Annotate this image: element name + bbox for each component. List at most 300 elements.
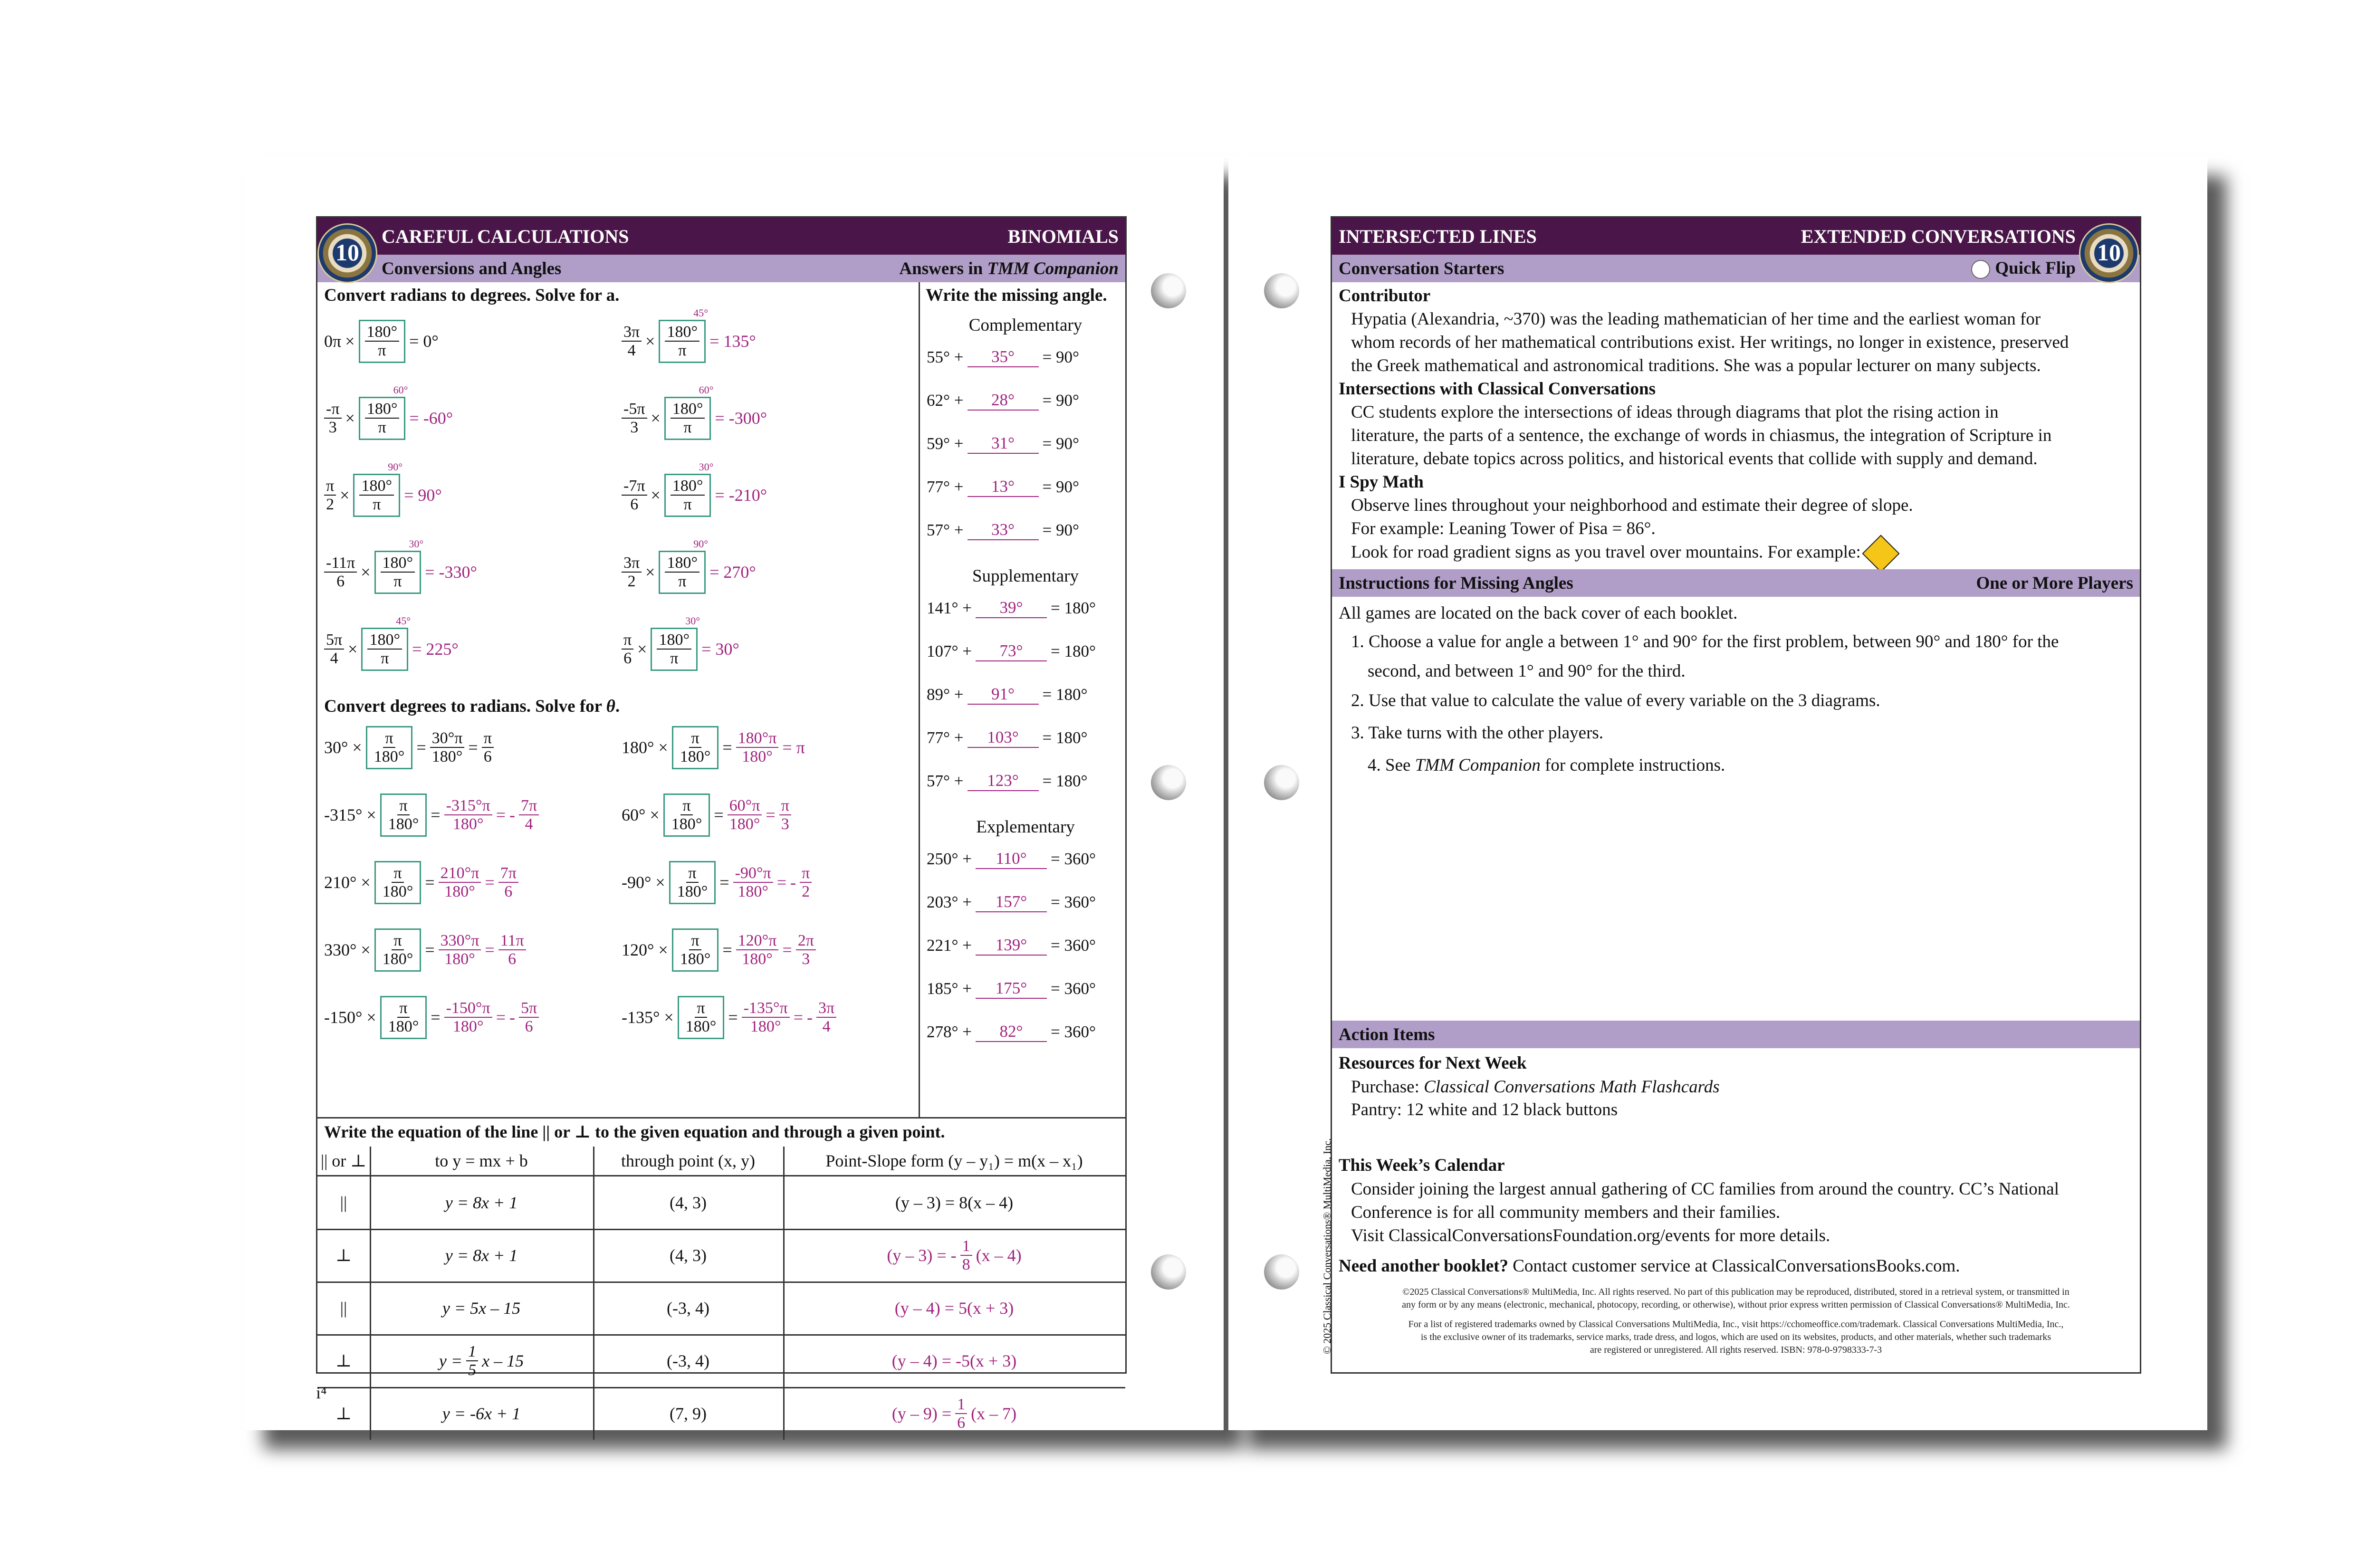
section-title: Contributor — [1339, 286, 1431, 306]
equals-sign: = — [468, 738, 478, 757]
slope-fraction-denominator: 6 — [957, 1414, 966, 1432]
equals-sign: = — [722, 940, 732, 960]
table-heading: Write the equation of the line || or ⊥ to the given equation and through a given point. — [324, 1122, 945, 1141]
left-subheader-title: Conversions and Angles — [382, 258, 562, 278]
product-fraction-numerator: -150°π — [444, 999, 492, 1018]
slope-fraction-numerator: 1 — [466, 1343, 478, 1361]
point-slope-suffix: (x – 7) — [971, 1404, 1017, 1423]
conversion-factor-denominator: 180° — [677, 883, 708, 901]
conversion-factor-numerator: 180° — [365, 400, 400, 419]
table-column-rule — [370, 1387, 371, 1440]
table-column-header: Point-Slope form (y – y₁) = m(x – x₁) — [825, 1151, 1083, 1170]
angle-total: = 360° — [1051, 850, 1096, 868]
road-gradient-sign-icon — [1862, 535, 1899, 572]
pantry-line: Pantry: 12 white and 12 black buttons — [1351, 1100, 1618, 1119]
simplified-fraction — [519, 999, 539, 1036]
angle-problem — [927, 936, 1096, 956]
point-cell: (4, 3) — [670, 1246, 707, 1265]
rad-problem — [622, 461, 767, 517]
conversion-factor — [381, 932, 415, 968]
conversion-factor-box — [359, 384, 408, 440]
simplified-fraction-denominator: 6 — [525, 1018, 533, 1036]
deg-problem — [324, 861, 518, 904]
rad-answer: = 30° — [701, 640, 739, 659]
product-fraction — [728, 797, 762, 833]
angle-problem — [927, 391, 1079, 411]
table-top-rule — [317, 1117, 1125, 1119]
simplified-fraction-denominator: 3 — [802, 950, 810, 968]
conversation-starters-title: Conversation Starters — [1339, 258, 1504, 278]
table-column-rule — [370, 1282, 371, 1334]
conversion-factor-numerator: π — [689, 932, 701, 950]
angle-problem — [927, 598, 1096, 618]
section-line: Observe lines throughout your neighborhood and estimate their degree of slope. — [1351, 496, 1913, 515]
conversion-factor-numerator: π — [689, 729, 701, 748]
table-column-rule — [370, 1335, 371, 1387]
simplified-fraction-numerator: π — [800, 864, 812, 883]
left-subheader-bar — [317, 255, 1125, 282]
conversion-factor — [372, 729, 407, 766]
missing-angles-players: One or More Players — [1976, 573, 2133, 593]
given-angle: 278° + — [927, 1023, 972, 1041]
equation-cell — [370, 1335, 593, 1387]
rad-problem — [622, 538, 756, 594]
equals-sign: = — [714, 805, 724, 825]
conversion-factor-numerator: 180° — [381, 554, 415, 573]
angle-group-title: Supplementary — [972, 566, 1079, 586]
rad-fraction-numerator: -11π — [324, 554, 357, 573]
given-angle: 221° + — [927, 936, 972, 955]
equals-sign: = — [496, 1008, 506, 1027]
relation-cell: || — [340, 1299, 347, 1318]
conversion-factor-box — [651, 615, 700, 671]
conversion-factor-denominator: π — [378, 419, 386, 437]
deg-value: 330° × — [324, 940, 371, 960]
action-items-bar — [1332, 1021, 2140, 1048]
angle-problem — [927, 641, 1096, 661]
rad-fraction-denominator: 4 — [330, 650, 338, 668]
rad-answer: = 90° — [404, 486, 442, 505]
times-sign: × — [340, 486, 350, 505]
product-fraction — [430, 729, 465, 766]
angle-problem — [927, 979, 1096, 999]
conversion-factor — [386, 797, 421, 833]
rad-fraction — [622, 554, 642, 591]
angle-problem — [927, 434, 1079, 454]
binder-hole — [1151, 765, 1186, 800]
instruction-step: 1. Choose a value for angle a between 1° and 90° for the first problem, between 90° and 180° for the — [1351, 632, 2059, 651]
conversion-factor-box — [361, 615, 411, 671]
conversion-factor-denominator: π — [678, 342, 687, 360]
conversion-factor-box — [380, 794, 427, 837]
conversion-factor — [367, 631, 402, 668]
conversion-factor-box — [659, 307, 709, 363]
point-cell: (7, 9) — [670, 1404, 707, 1423]
fine-print-line: are registered or unregistered. All rights reserved. ISBN: 978-0-9798333-7-3 — [1590, 1345, 1882, 1355]
conversion-factor-numerator: 180° — [671, 477, 705, 496]
product-fraction-denominator: 180° — [742, 950, 773, 968]
table-column-rule — [783, 1282, 785, 1334]
conversion-factor-box — [678, 996, 725, 1039]
deg-problem — [324, 794, 539, 837]
conversion-factor-denominator: π — [381, 650, 389, 668]
equals-sign: = — [496, 805, 506, 825]
calendar-line: Visit ClassicalConversationsFoundation.org/events for more details. — [1351, 1226, 1830, 1245]
point-slope-cell — [783, 1387, 1125, 1440]
product-fraction-numerator: 30°π — [430, 729, 465, 748]
angle-total: = 90° — [1042, 391, 1079, 410]
times-sign: × — [651, 409, 661, 428]
binder-hole — [1264, 273, 1299, 308]
table-column-rule — [370, 1147, 371, 1175]
conversion-factor — [359, 477, 394, 514]
slope-fraction — [955, 1396, 967, 1432]
times-sign: × — [645, 563, 655, 582]
given-angle: 62° + — [927, 391, 964, 410]
binder-hole — [1151, 1254, 1186, 1290]
equals-sign: = — [425, 940, 435, 960]
conversion-factor-numerator: 180° — [665, 554, 699, 573]
section-line: the Greek mathematical and astronomical traditions. She was a popular lecturer on many subjects. — [1351, 356, 2041, 375]
slope-fraction-numerator: 1 — [960, 1237, 972, 1256]
left-header-bar — [317, 218, 1125, 255]
simplified-fraction-numerator: π — [482, 729, 494, 748]
table-header-row — [317, 1147, 1125, 1175]
rad-fraction-numerator: 3π — [622, 554, 642, 573]
conversion-factor-box — [672, 726, 719, 769]
missing-angles-title: Instructions for Missing Angles — [1339, 573, 1573, 593]
table-row — [317, 1335, 1125, 1387]
conversion-factor-numerator: 180° — [359, 477, 394, 496]
conversion-factor — [678, 729, 713, 766]
equals-sign: = — [431, 805, 441, 825]
angle-total: = 90° — [1042, 521, 1079, 539]
times-sign: × — [645, 332, 655, 351]
simplified-fraction-denominator: 3 — [781, 815, 789, 833]
rad-fraction-denominator: 2 — [326, 496, 335, 514]
left-header-title: CAREFUL CALCULATIONS — [382, 225, 629, 247]
table-column-rule — [593, 1229, 594, 1281]
conversion-factor — [386, 999, 421, 1036]
table-column-header: through point (x, y) — [621, 1151, 755, 1170]
slope-fraction-numerator: 1 — [955, 1396, 967, 1414]
reduced-factor: 60° — [699, 384, 714, 396]
missing-angle-answer: 35° — [968, 347, 1039, 367]
product-fraction-denominator: 180° — [729, 815, 760, 833]
conversion-factor-denominator: 180° — [671, 815, 702, 833]
negative-sign: - — [509, 805, 516, 825]
right-header-right: EXTENDED CONVERSATIONS — [1801, 225, 2076, 247]
table-column-rule — [593, 1147, 594, 1175]
point-slope-cell — [783, 1229, 1125, 1281]
conversion-factor-numerator: 180° — [657, 631, 691, 650]
equals-sign: = — [431, 1008, 441, 1027]
relation-cell: ⊥ — [335, 1246, 352, 1265]
conversion-factor-numerator: π — [680, 797, 692, 815]
right-panel — [1331, 216, 2141, 1374]
relation-cell: ⊥ — [335, 1351, 352, 1370]
quick-flip[interactable]: Quick Flip — [1971, 258, 2076, 279]
simplified-fraction-denominator: 6 — [504, 883, 513, 901]
conversion-factor-box — [663, 794, 710, 837]
table-column-rule — [593, 1387, 594, 1440]
angle-group-title: Complementary — [968, 316, 1083, 335]
angle-problem — [927, 771, 1088, 791]
deg-problem — [622, 726, 805, 769]
equals-sign: = — [416, 738, 426, 757]
equals-sign: = — [485, 873, 495, 892]
product-fraction-denominator: 180° — [750, 1018, 781, 1036]
conversion-factor — [675, 864, 710, 901]
left-header-right: BINOMIALS — [1007, 225, 1119, 247]
rad-answer: = -60° — [409, 409, 453, 428]
fine-print-line: is the exclusive owner of its trademarks, service marks, trade dress, and logos, which are used on its websites, products, and other materials, whether such trademarks — [1420, 1332, 2051, 1342]
rad-problem — [622, 307, 756, 363]
reduced-factor: 30° — [685, 615, 700, 627]
table-row — [317, 1176, 1125, 1229]
conversion-factor-denominator: 180° — [680, 748, 711, 766]
angle-group-title: Explementary — [976, 817, 1075, 837]
product-fraction-numerator: 210°π — [439, 864, 481, 883]
times-sign: × — [651, 486, 661, 505]
binder-hole — [1264, 765, 1299, 800]
angle-total: = 360° — [1051, 1023, 1096, 1041]
fine-print-line: ©2025 Classical Conversations® MultiMedia, Inc. All rights reserved. No part of this publication may be reproduced, distributed, stored in a retrieval system, or transmitted in — [1402, 1287, 2069, 1297]
right-header-title: INTERSECTED LINES — [1339, 225, 1537, 247]
conversion-factor-denominator: π — [683, 496, 692, 514]
conversion-factor-denominator: π — [678, 573, 687, 591]
simplified-fraction-numerator: 3π — [816, 999, 836, 1018]
product-fraction — [444, 999, 492, 1036]
rad-fraction-denominator: 6 — [623, 650, 632, 668]
instruction-step: 2. Use that value to calculate the value of every variable on the 3 diagrams. — [1351, 691, 1880, 710]
conversion-factor-denominator: π — [683, 419, 692, 437]
conversion-factor-numerator: π — [695, 999, 707, 1018]
missing-angle-answer: 139° — [976, 936, 1047, 956]
rad-fraction-denominator: 2 — [627, 573, 636, 591]
product-fraction-denominator: 180° — [444, 950, 475, 968]
angle-problem — [927, 1022, 1096, 1042]
equals-sign: = — [719, 873, 729, 892]
point-cell: (4, 3) — [670, 1193, 707, 1212]
product-fraction-denominator: 180° — [738, 883, 768, 901]
angle-total: = 180° — [1042, 772, 1088, 790]
rad-fraction — [324, 554, 357, 591]
conversion-factor-box — [664, 461, 714, 517]
conversation-starters-bar — [1332, 255, 2140, 282]
angle-total: = 360° — [1051, 936, 1096, 955]
deg-value: 210° × — [324, 873, 371, 892]
given-equation: y = 5x – 15 — [442, 1299, 521, 1318]
missing-angle-answer: 73° — [976, 641, 1047, 661]
table-row — [317, 1229, 1125, 1281]
relation-cell: || — [340, 1193, 347, 1212]
missing-angle-answer: 13° — [968, 477, 1039, 497]
slope-fraction-denominator: 5 — [468, 1361, 477, 1379]
given-equation: y = -6x + 1 — [442, 1404, 521, 1423]
given-equation: y = 8x + 1 — [445, 1246, 518, 1265]
angle-total: = 90° — [1042, 348, 1079, 366]
calendar-line: Conference is for all community members and their families. — [1351, 1203, 1781, 1222]
missing-angle-answer: 175° — [976, 979, 1047, 999]
conversion-factor-box — [374, 928, 422, 972]
angle-problem — [927, 728, 1088, 748]
product-fraction — [742, 999, 790, 1036]
rad-answer: = 270° — [709, 563, 756, 582]
resources-title: Resources for Next Week — [1339, 1053, 1527, 1073]
reduced-factor: 60° — [393, 384, 408, 396]
rad-fraction-denominator: 3 — [630, 419, 639, 437]
section-line: literature, debate topics across politics, and historical events that collide with supply and demand. — [1351, 449, 2038, 468]
angle-total: = 180° — [1042, 685, 1088, 704]
product-fraction — [439, 864, 481, 901]
deg-value: 180° × — [622, 738, 668, 757]
equation-cell — [370, 1387, 593, 1440]
table-column-rule — [593, 1176, 594, 1229]
given-angle: 77° + — [927, 478, 964, 496]
rad-fraction — [324, 400, 342, 437]
conversion-factor-denominator: 180° — [685, 1018, 717, 1036]
conversion-factor — [365, 400, 400, 437]
table-row — [317, 1387, 1125, 1440]
table-column-rule — [593, 1335, 594, 1387]
point-slope-answer: (y – 3) = 8(x – 4) — [895, 1193, 1014, 1212]
missing-angle-answer: 91° — [968, 685, 1039, 705]
given-equation-suffix: x – 15 — [482, 1351, 524, 1370]
simplified-fraction-numerator: 2π — [796, 932, 816, 950]
conversion-factor-denominator: π — [378, 342, 386, 360]
negative-sign: - — [807, 1008, 813, 1027]
conversion-factor-numerator: π — [383, 729, 395, 748]
conversion-factor-box — [359, 320, 406, 363]
binder-hole — [1151, 273, 1186, 308]
deg-problem — [622, 928, 816, 972]
product-fraction-numerator: -90°π — [733, 864, 773, 883]
deg-value: 60° × — [622, 805, 660, 825]
conversion-factor-box — [672, 928, 719, 972]
equals-sign: = — [776, 873, 787, 892]
table-column-rule — [783, 1176, 785, 1229]
conversion-factor-box — [374, 538, 424, 594]
given-angle: 203° + — [927, 893, 972, 911]
missing-angles-bar — [1332, 569, 2140, 597]
rad-answer: = 135° — [709, 332, 756, 351]
product-fraction-denominator: 180° — [444, 883, 475, 901]
point-slope-answer: (y – 4) = -5(x + 3) — [891, 1351, 1017, 1370]
calendar-title: This Week’s Calendar — [1339, 1156, 1505, 1175]
given-angle: 57° + — [927, 772, 964, 790]
calendar-line: Consider joining the largest annual gathering of CC families from around the country. CC’s National — [1351, 1179, 2059, 1199]
rad-fraction-numerator: π — [324, 477, 336, 496]
point-slope-cell — [783, 1176, 1125, 1229]
given-equation-prefix: y = — [439, 1351, 463, 1370]
right-page — [1228, 157, 2207, 1430]
times-sign: × — [637, 640, 647, 659]
rad-fraction — [622, 400, 647, 437]
conversion-factor-denominator: 180° — [388, 1018, 419, 1036]
binder-hole — [1264, 1254, 1299, 1290]
equation-cell — [370, 1282, 593, 1334]
reduced-factor: 90° — [693, 538, 709, 550]
point-cell: (-3, 4) — [667, 1299, 709, 1318]
equation-cell — [370, 1229, 593, 1281]
section-title: Intersections with Classical Conversations — [1339, 379, 1656, 399]
angle-total: = 90° — [1042, 434, 1079, 453]
given-equation: y = 8x + 1 — [445, 1193, 518, 1212]
angle-problem — [927, 520, 1079, 540]
missing-angle-answer: 33° — [968, 520, 1039, 540]
point-slope-suffix: (x – 4) — [976, 1246, 1022, 1265]
point-cell: (-3, 4) — [667, 1351, 709, 1370]
reduced-factor: 90° — [388, 461, 403, 473]
rad-fraction-denominator: 6 — [630, 496, 639, 514]
conversion-factor — [671, 477, 705, 514]
slope-fraction — [960, 1237, 972, 1274]
simplified-fraction-numerator: 5π — [519, 999, 539, 1018]
rad-answer: = 0° — [409, 332, 439, 351]
week-badge-left: 10 — [317, 223, 377, 283]
rad-problem — [324, 320, 439, 363]
equals-sign: = — [766, 805, 776, 825]
conversion-factor-numerator: π — [397, 999, 409, 1018]
product-fraction — [439, 932, 481, 968]
product-fraction-denominator: 180° — [452, 815, 484, 833]
side-copyright: © 2025 Classical Conversations® MultiMedia, Inc. — [1321, 1138, 1333, 1354]
simplified-fraction — [800, 864, 812, 901]
times-sign: × — [345, 332, 355, 351]
missing-angle-answer: 123° — [968, 771, 1039, 791]
product-fraction-denominator: 180° — [742, 748, 773, 766]
conversion-factor — [670, 797, 704, 833]
angle-problem — [927, 849, 1096, 869]
section-line: For example: Leaning Tower of Pisa = 86°. — [1351, 519, 1656, 538]
table-column-rule — [593, 1282, 594, 1334]
given-angle: 89° + — [927, 685, 964, 704]
week-badge-right: 10 — [2079, 223, 2139, 283]
table-row — [317, 1282, 1125, 1334]
instruction-step: second, and between 1° and 90° for the third. — [1368, 661, 1686, 681]
simplified-fraction-denominator: 6 — [483, 748, 492, 766]
conversion-factor-numerator: π — [392, 864, 403, 883]
rad-problem — [324, 384, 453, 440]
table-column-rule — [783, 1335, 785, 1387]
conversion-factor-denominator: 180° — [382, 883, 413, 901]
deg-value: -315° × — [324, 805, 376, 825]
conversion-factor-numerator: 180° — [367, 631, 402, 650]
rad-fraction-numerator: π — [622, 631, 633, 650]
conversion-factor — [365, 323, 400, 360]
angle-total: = 180° — [1051, 642, 1096, 660]
conversion-factor — [665, 323, 699, 360]
rad-problem — [324, 461, 442, 517]
missing-angles-intro: All games are located on the back cover of each booklet. — [1339, 603, 1738, 623]
given-angle: 107° + — [927, 642, 972, 660]
point-slope-prefix: (y – 9) = — [891, 1404, 952, 1423]
quick-flip-checkbox[interactable] — [1971, 260, 1990, 279]
simplified-fraction-denominator: 4 — [525, 815, 533, 833]
deg-problem — [622, 861, 812, 904]
table-column-rule — [370, 1229, 371, 1281]
section-line: Look for road gradient signs as you travel over mountains. For example: — [1351, 540, 1894, 567]
times-sign: × — [361, 563, 371, 582]
angle-total: = 360° — [1051, 979, 1096, 998]
angle-total: = 90° — [1042, 478, 1079, 496]
reduced-factor: 30° — [409, 538, 424, 550]
missing-angle-answer: 157° — [976, 892, 1047, 912]
angle-total: = 180° — [1051, 599, 1096, 617]
product-fraction-numerator: 60°π — [728, 797, 762, 815]
rad-fraction-numerator: -π — [324, 400, 342, 419]
